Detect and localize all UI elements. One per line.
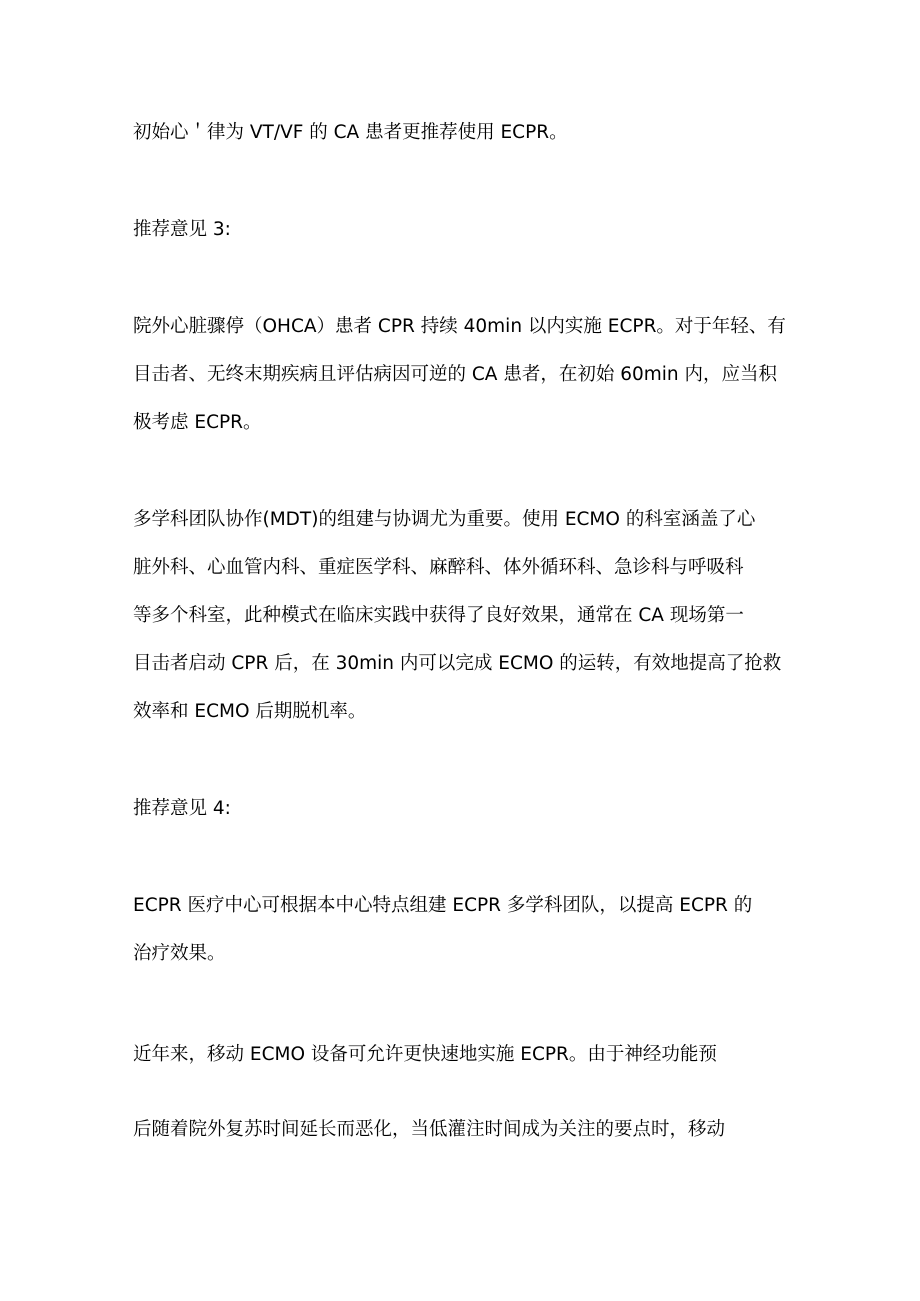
text-line: 等多个科室，此种模式在临床实践中获得了良好效果，通常在 CA 现场第一	[133, 605, 744, 626]
text-line: 后随着院外复苏时间延长而恶化，当低灌注时间成为关注的要点时，移动	[133, 1119, 726, 1140]
text-line: 极考虑 ECPR。	[133, 412, 262, 433]
heading-recommendation-3: 推荐意见 3:	[133, 219, 231, 240]
text-line: 初始心＇律为 VT/VF 的 CA 患者更推荐使用 ECPR。	[133, 122, 568, 143]
text-line: 脏外科、心血管内科、重症医学科、麻醉科、体外循环科、急诊科与呼吸科	[133, 557, 744, 578]
text-line: 近年来，移动 ECMO 设备可允许更快速地实施 ECPR。由于神经功能预	[133, 1044, 717, 1065]
text-line: 效率和 ECMO 后期脱机率。	[133, 701, 367, 722]
text-line: 院外心脏骤停（OHCA）患者 CPR 持续 40min 以内实施 ECPR。对于年轻、有	[133, 316, 786, 337]
text-line: ECPR 医疗中心可根据本中心特点组建 ECPR 多学科团队，以提高 ECPR 的	[133, 895, 753, 916]
heading-recommendation-4: 推荐意见 4:	[133, 798, 231, 819]
text-line: 多学科团队协作(MDT)的组建与协调尤为重要。使用 ECMO 的科室涵盖了心	[133, 509, 756, 530]
text-line: 治疗效果。	[133, 943, 226, 964]
text-line: 目击者、无终末期疾病且评估病因可逆的 CA 患者，在初始 60min 内，应当积	[133, 364, 778, 385]
text-line: 目击者启动 CPR 后，在 30min 内可以完成 ECMO 的运转，有效地提高了抢救	[133, 653, 782, 674]
